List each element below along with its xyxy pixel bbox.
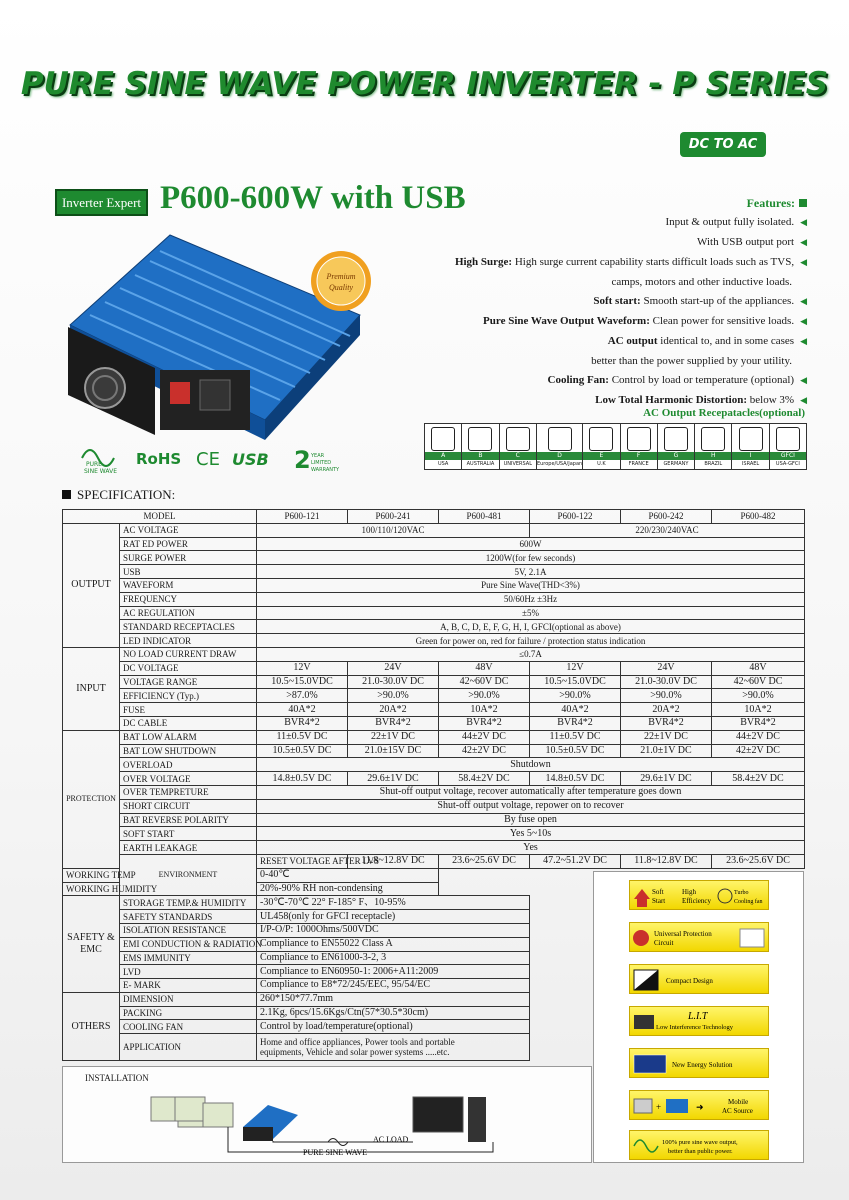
table-row: FUSE 40A*2 20A*2 10A*2 40A*2 20A*2 10A*2 bbox=[63, 703, 805, 717]
group-output: OUTPUT bbox=[63, 523, 120, 647]
certification-logos bbox=[80, 440, 380, 476]
receptacle-item: E U.K bbox=[583, 424, 620, 469]
feature-line: Cooling Fan: Control by load or temperature (optional) ◀ bbox=[547, 374, 807, 386]
table-row: ENVIRONMENT RESET VOLTAGE AFTER LVS 11.8~12.8V DC 23.6~25.6V DC 47.2~51.2V DC 11.8~12.8V DC 23.6~25.6V DC bbox=[63, 854, 805, 868]
table-row: WORKING HUMIDITY 20%-90% RH non-condensing bbox=[63, 882, 805, 896]
inverter-expert-tag: Inverter Expert bbox=[55, 189, 148, 216]
pure-sine-output-icon bbox=[629, 1130, 769, 1160]
table-row: SOFT START Yes 5~10s bbox=[63, 827, 805, 841]
svg-text:Soft: Soft bbox=[652, 888, 664, 896]
table-row: SAFETY & EMC STORAGE TEMP.& HUMIDITY -30℃-70℃ 22° F-185° F、10-95% bbox=[63, 896, 805, 910]
specification-heading: SPECIFICATION: bbox=[62, 487, 175, 503]
svg-text:High: High bbox=[682, 888, 696, 896]
outlet-icon bbox=[739, 427, 763, 451]
table-row: DC VOLTAGE 12V 24V 48V 12V 24V 48V bbox=[63, 661, 805, 675]
receptacle-item: G GERMANY bbox=[658, 424, 695, 469]
feature-icons-panel bbox=[593, 871, 804, 1163]
table-row: AC REGULATION ±5% bbox=[63, 606, 805, 620]
new-energy-icon bbox=[629, 1048, 769, 1078]
usb-logo: USB bbox=[232, 450, 269, 469]
table-row: PROTECTION BAT LOW ALARM 11±0.5V DC 22±1V DC 44±2V DC 11±0.5V DC 22±1V DC 44±2V DC bbox=[63, 730, 805, 744]
table-row: EARTH LEAKAGE Yes bbox=[63, 841, 805, 855]
table-row: COOLING FAN Control by load/temperature(optional) bbox=[63, 1020, 805, 1034]
main-title: PURE SINE WAVE POWER INVERTER - P SERIES bbox=[20, 66, 829, 102]
receptacle-item: D Europe/USA/Japan bbox=[537, 424, 583, 469]
table-row: EFFICIENCY (Typ.) >87.0% >90.0% >90.0% >90.0% >90.0% >90.0% bbox=[63, 689, 805, 703]
svg-text:Efficiency: Efficiency bbox=[682, 897, 712, 905]
svg-text:100% pure sine wave output,: 100% pure sine wave output, bbox=[662, 1139, 738, 1146]
ac-load-label: AC LOAD bbox=[373, 1135, 409, 1144]
arrow-left-icon: ◀ bbox=[800, 258, 807, 268]
svg-text:L.I.T: L.I.T bbox=[688, 1011, 708, 1022]
svg-text:Turbo: Turbo bbox=[734, 890, 749, 896]
table-row: RAT ED POWER 600W bbox=[63, 537, 805, 551]
table-row: VOLTAGE RANGE 10.5~15.0VDC 21.0-30.0V DC 42~60V DC 10.5~15.0VDC 21.0-30.0V DC 42~60V DC bbox=[63, 675, 805, 689]
svg-text:New Energy Solution: New Energy Solution bbox=[672, 1061, 733, 1069]
rohs-logo: RoHS bbox=[136, 450, 182, 468]
table-row: MODEL P600-121 P600-241 P600-481 P600-122 P600-242 P600-482 bbox=[63, 510, 805, 524]
table-row: PACKING 2.1Kg, 6pcs/15.6Kgs/Ctn(57*30.5*30cm) bbox=[63, 1006, 805, 1020]
group-input: INPUT bbox=[63, 647, 120, 730]
outlet-icon bbox=[431, 427, 455, 451]
outlet-icon bbox=[589, 427, 613, 451]
table-row: LVD Compliance to EN60950-1: 2006+A11:2009 bbox=[63, 965, 805, 979]
warranty-line3: WARRANTY bbox=[311, 467, 340, 473]
svg-text:Compact Design: Compact Design bbox=[666, 977, 713, 985]
universal-protection-icon bbox=[629, 922, 769, 952]
svg-text:+: + bbox=[656, 1102, 662, 1112]
arrow-left-icon: ◀ bbox=[800, 396, 807, 406]
table-row: SAFETY STANDARDS UL458(only for GFCI receptacle) bbox=[63, 910, 805, 924]
receptacle-item: F FRANCE bbox=[621, 424, 658, 469]
receptacle-item: GFCI USA-GFCI bbox=[770, 424, 806, 469]
arrow-left-icon: ◀ bbox=[800, 317, 807, 327]
table-row: BAT REVERSE POLARITY By fuse open bbox=[63, 813, 805, 827]
dc-to-ac-badge: DC TO AC bbox=[680, 132, 766, 157]
table-row: STANDARD RECEPTACLES A, B, C, D, E, F, G, H, I, GFCI(optional as above) bbox=[63, 620, 805, 634]
table-row: DC CABLE BVR4*2 BVR4*2 BVR4*2 BVR4*2 BVR4*2 BVR4*2 bbox=[63, 716, 805, 730]
outlet-icon bbox=[664, 427, 688, 451]
feature-line: camps, motors and other inductive loads. bbox=[611, 276, 792, 288]
pure-sine-logo-line1: PURE bbox=[86, 461, 102, 468]
outlet-icon bbox=[548, 427, 572, 451]
table-row: ISOLATION RESISTANCE I/P-O/P: 1000Ohms/500VDC bbox=[63, 923, 805, 937]
table-row: APPLICATION Home and office appliances, Power tools and portable equipments, Vehicle and solar power systems .....etc. bbox=[63, 1034, 805, 1061]
quality-text: Quality bbox=[329, 283, 353, 292]
receptacle-item: B AUSTRALIA bbox=[462, 424, 499, 469]
soft-start-efficiency-icon bbox=[629, 880, 769, 910]
warranty-line2: LIMITED bbox=[311, 460, 332, 466]
feature-line: AC output identical to, and in some cases ◀ bbox=[607, 335, 807, 347]
table-row: BAT LOW SHUTDOWN 10.5±0.5V DC 21.0±15V DC 42±2V DC 10.5±0.5V DC 21.0±1V DC 42±2V DC bbox=[63, 744, 805, 758]
group-protection: PROTECTION bbox=[63, 730, 120, 868]
table-row: LED INDICATOR Green for power on, red for failure / protection status indication bbox=[63, 634, 805, 648]
svg-text:Start: Start bbox=[652, 897, 666, 905]
feature-line: High Surge: High surge current capability starts difficult loads such as TVS, ◀ bbox=[454, 256, 807, 268]
receptacles-strip bbox=[424, 423, 807, 470]
svg-text:Mobile: Mobile bbox=[728, 1098, 749, 1106]
receptacle-item: A USA bbox=[425, 424, 462, 469]
warranty-line1: YEAR bbox=[311, 453, 325, 459]
table-row: OTHERS DIMENSION 260*150*77.7mm bbox=[63, 992, 805, 1006]
table-row: SHORT CIRCUIT Shut-off output voltage, repower on to recover bbox=[63, 799, 805, 813]
premium-text: Premium bbox=[326, 272, 356, 281]
arrow-left-icon: ◀ bbox=[800, 337, 807, 347]
premium-quality-seal bbox=[310, 250, 372, 312]
arrow-left-icon: ◀ bbox=[800, 238, 807, 248]
outlet-icon bbox=[701, 427, 725, 451]
feature-line: Input & output fully isolated. ◀ bbox=[665, 216, 807, 228]
features-title: Features: bbox=[387, 194, 807, 213]
arrow-left-icon: ◀ bbox=[800, 297, 807, 307]
receptacles-title: AC Output Recepatacles(optional) bbox=[643, 407, 805, 419]
table-row: E- MARK Compliance to E8*72/245/EEC, 95/54/EC bbox=[63, 979, 805, 993]
feature-line: Low Total Harmonic Distortion: below 3% ◀ bbox=[595, 394, 807, 406]
feature-line: Pure Sine Wave Output Waveform: Clean power for sensitive loads. ◀ bbox=[483, 315, 807, 327]
table-row: OVER TEMPRETURE Shut-off output voltage, recover automatically after temperature goes down bbox=[63, 785, 805, 799]
outlet-icon bbox=[506, 427, 530, 451]
receptacle-item: C UNIVERSAL bbox=[500, 424, 537, 469]
outlet-icon bbox=[468, 427, 492, 451]
feature-line: Soft start: Smooth start-up of the appliances. ◀ bbox=[593, 295, 807, 307]
table-row: EMI CONDUCTION & RADIATION Compliance to EN55022 Class A bbox=[63, 937, 805, 951]
feature-line: With USB output port ◀ bbox=[697, 236, 807, 248]
group-environment: ENVIRONMENT bbox=[120, 854, 257, 895]
pure-sine-label: PURE SINE WAVE bbox=[303, 1148, 368, 1157]
outlet-icon bbox=[627, 427, 651, 451]
group-others: OTHERS bbox=[63, 992, 120, 1060]
svg-text:Circuit: Circuit bbox=[654, 939, 674, 947]
table-row: OUTPUT AC VOLTAGE 100/110/120VAC 220/230/240VAC bbox=[63, 523, 805, 537]
table-row: SURGE POWER 1200W(for few seconds) bbox=[63, 551, 805, 565]
receptacle-item: I ISRAEL bbox=[732, 424, 769, 469]
mobile-ac-source-icon bbox=[629, 1090, 769, 1120]
svg-text:Cooling fan: Cooling fan bbox=[734, 899, 763, 905]
outlet-icon bbox=[776, 427, 800, 451]
low-interference-icon bbox=[629, 1006, 769, 1036]
table-row: OVERLOAD Shutdown bbox=[63, 758, 805, 772]
svg-text:➜: ➜ bbox=[696, 1102, 704, 1112]
table-row: FREQUENCY 50/60Hz ±3Hz bbox=[63, 592, 805, 606]
group-safety: SAFETY & EMC bbox=[63, 896, 120, 993]
warranty-number: 2 bbox=[294, 446, 311, 474]
installation-diagram: INSTALLATION AC LOAD PURE SINE WAVE bbox=[62, 1066, 592, 1163]
table-row: USB 5V, 2.1A bbox=[63, 565, 805, 579]
table-row: INPUT NO LOAD CURRENT DRAW ≤0.7A bbox=[63, 647, 805, 661]
svg-text:Low Interference Technology: Low Interference Technology bbox=[656, 1024, 734, 1031]
arrow-left-icon: ◀ bbox=[800, 218, 807, 228]
pure-sine-logo-line2: SINE WAVE bbox=[84, 468, 117, 475]
svg-text:AC Source: AC Source bbox=[722, 1107, 753, 1115]
table-row: EMS IMMUNITY Compliance to EN61000-3-2, 3 bbox=[63, 951, 805, 965]
arrow-left-icon: ◀ bbox=[800, 376, 807, 386]
compact-design-icon bbox=[629, 964, 769, 994]
svg-text:Universal Protection: Universal Protection bbox=[654, 930, 712, 938]
table-row: OVER VOLTAGE 14.8±0.5V DC 29.6±1V DC 58.4±2V DC 14.8±0.5V DC 29.6±1V DC 58.4±2V DC bbox=[63, 772, 805, 786]
ce-logo: CE bbox=[196, 449, 220, 470]
svg-text:better than public power.: better than public power. bbox=[668, 1148, 733, 1155]
model-title: P600-600W with USB bbox=[160, 180, 466, 216]
table-row: WORKING TEMP 0-40℃ bbox=[63, 868, 805, 882]
receptacle-item: H BRAZIL bbox=[695, 424, 732, 469]
table-row: WAVEFORM Pure Sine Wave(THD<3%) bbox=[63, 578, 805, 592]
features-list bbox=[387, 194, 807, 411]
feature-line: better than the power supplied by your utility. bbox=[591, 355, 792, 367]
